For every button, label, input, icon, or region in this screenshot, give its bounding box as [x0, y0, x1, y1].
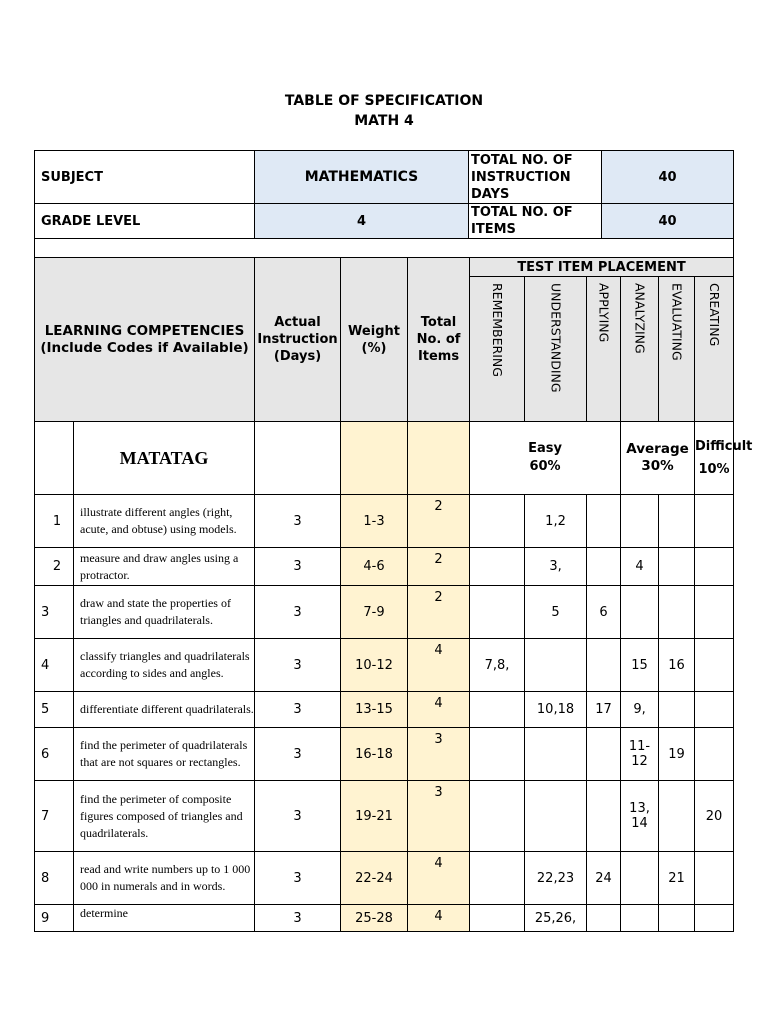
- row-analyzing: [621, 495, 659, 548]
- spacer-row: [35, 239, 734, 258]
- row-evaluating: [659, 495, 695, 548]
- competency-text: find the perimeter of quadrilaterals that are not squares or rectangles.: [74, 728, 255, 781]
- row-understanding: 5: [525, 586, 587, 639]
- row-analyzing: 13, 14: [621, 781, 659, 852]
- row-analyzing: [621, 586, 659, 639]
- row-number: 1: [35, 495, 74, 548]
- row-creating: [695, 548, 734, 586]
- row-applying: 17: [587, 692, 621, 728]
- competency-text: differentiate different quadrilaterals.: [74, 692, 255, 728]
- row-items: 4: [408, 692, 470, 728]
- row-days: 3: [255, 586, 341, 639]
- row-days: 3: [255, 905, 341, 932]
- row-weight: 16-18: [341, 728, 408, 781]
- row-analyzing: 11-12: [621, 728, 659, 781]
- row-days: 3: [255, 548, 341, 586]
- row-remembering: [470, 728, 525, 781]
- matatag-items-cell: [408, 422, 470, 495]
- difficult-group: [695, 422, 753, 495]
- row-weight: 22-24: [341, 852, 408, 905]
- row-applying: [587, 905, 621, 932]
- row-items: 4: [408, 852, 470, 905]
- matatag-label: MATATAG: [74, 422, 255, 495]
- easy-percent: 60%: [529, 459, 561, 474]
- row-items: 2: [408, 548, 470, 586]
- row-applying: [587, 548, 621, 586]
- row-remembering: [470, 905, 525, 932]
- table-row: [35, 639, 734, 692]
- row-remembering: [470, 852, 525, 905]
- row-applying: [587, 781, 621, 852]
- row-number: 8: [35, 852, 74, 905]
- competency-text: illustrate different angles (right, acute, and obtuse) using models.: [74, 495, 255, 548]
- row-weight: 13-15: [341, 692, 408, 728]
- row-weight: 7-9: [341, 586, 408, 639]
- row-evaluating: 16: [659, 639, 695, 692]
- row-remembering: [470, 495, 525, 548]
- row-days: 3: [255, 639, 341, 692]
- level-analyzing: ANALYZING: [621, 277, 659, 422]
- competency-text: draw and state the properties of triangles and quadrilaterals.: [74, 586, 255, 639]
- row-analyzing: [621, 852, 659, 905]
- table-row: [35, 586, 734, 639]
- row-number: 4: [35, 639, 74, 692]
- grade-level-label: GRADE LEVEL: [35, 204, 255, 239]
- row-days: 3: [255, 852, 341, 905]
- row-items: 4: [408, 905, 470, 932]
- row-evaluating: [659, 692, 695, 728]
- row-items: 2: [408, 586, 470, 639]
- average-group: [621, 422, 695, 495]
- row-analyzing: 15: [621, 639, 659, 692]
- row-understanding: 25,26,: [525, 905, 587, 932]
- table-row: [35, 781, 734, 852]
- row-remembering: [470, 586, 525, 639]
- row-creating: 20: [695, 781, 734, 852]
- row-number: 3: [35, 586, 74, 639]
- level-applying: APPLYING: [587, 277, 621, 422]
- row-creating: [695, 586, 734, 639]
- competency-rows: [35, 495, 734, 932]
- row-weight: 1-3: [341, 495, 408, 548]
- average-percent: 30%: [641, 458, 674, 474]
- row-weight: 25-28: [341, 905, 408, 932]
- row-remembering: [470, 781, 525, 852]
- row-applying: 6: [587, 586, 621, 639]
- row-creating: [695, 692, 734, 728]
- row-creating: [695, 639, 734, 692]
- row-evaluating: [659, 548, 695, 586]
- row-days: 3: [255, 495, 341, 548]
- total-items-value: 40: [602, 204, 734, 239]
- difficult-label: Difficult: [695, 439, 753, 454]
- row-analyzing: 4: [621, 548, 659, 586]
- competency-text: measure and draw angles using a protractor.: [74, 548, 255, 586]
- table-row: [35, 728, 734, 781]
- weight-header: Weight (%): [341, 258, 408, 422]
- document-subtitle: MATH 4: [354, 113, 414, 129]
- row-days: 3: [255, 781, 341, 852]
- test-item-placement-header: TEST ITEM PLACEMENT: [470, 258, 734, 277]
- matatag-weight-cell: [341, 422, 408, 495]
- row-number: 9: [35, 905, 74, 932]
- matatag-days-cell: [255, 422, 341, 495]
- row-evaluating: 21: [659, 852, 695, 905]
- row-evaluating: [659, 781, 695, 852]
- instruction-days-label: TOTAL NO. OF INSTRUCTION DAYS: [469, 151, 602, 204]
- row-analyzing: 9,: [621, 692, 659, 728]
- matatag-no-cell: [35, 422, 74, 495]
- info-table: [34, 150, 734, 258]
- difficult-percent: 10%: [698, 462, 730, 477]
- specification-table: [34, 257, 753, 932]
- row-days: 3: [255, 692, 341, 728]
- competency-text: classify triangles and quadrilaterals according to sides and angles.: [74, 639, 255, 692]
- row-evaluating: [659, 905, 695, 932]
- row-creating: [695, 905, 734, 932]
- row-days: 3: [255, 728, 341, 781]
- level-understanding: UNDERSTANDING: [525, 277, 587, 422]
- row-understanding: 3,: [525, 548, 587, 586]
- average-label: Average: [626, 441, 689, 457]
- row-creating: [695, 728, 734, 781]
- row-weight: 10-12: [341, 639, 408, 692]
- row-applying: 24: [587, 852, 621, 905]
- document-title: TABLE OF SPECIFICATION: [284, 93, 484, 109]
- row-understanding: [525, 728, 587, 781]
- row-remembering: 7,8,: [470, 639, 525, 692]
- row-applying: [587, 639, 621, 692]
- row-understanding: [525, 639, 587, 692]
- easy-label: Easy: [528, 441, 562, 456]
- level-evaluating: EVALUATING: [659, 277, 695, 422]
- table-row: [35, 905, 734, 932]
- row-number: 5: [35, 692, 74, 728]
- row-items: 3: [408, 728, 470, 781]
- grade-level-value: 4: [255, 204, 469, 239]
- table-row: [35, 548, 734, 586]
- easy-group: [470, 422, 621, 495]
- level-remembering: REMEMBERING: [470, 277, 525, 422]
- row-weight: 4-6: [341, 548, 408, 586]
- row-evaluating: [659, 586, 695, 639]
- row-remembering: [470, 692, 525, 728]
- row-understanding: 1,2: [525, 495, 587, 548]
- table-row: [35, 852, 734, 905]
- row-applying: [587, 495, 621, 548]
- table-row: [35, 495, 734, 548]
- row-items: 4: [408, 639, 470, 692]
- competency-text: determine: [74, 905, 255, 932]
- table-row: [35, 692, 734, 728]
- total-items-label: TOTAL NO. OF ITEMS: [469, 204, 602, 239]
- row-evaluating: 19: [659, 728, 695, 781]
- row-remembering: [470, 548, 525, 586]
- row-items: 2: [408, 495, 470, 548]
- row-creating: [695, 495, 734, 548]
- total-items-header: Total No. of Items: [408, 258, 470, 422]
- row-items: 3: [408, 781, 470, 852]
- row-number: 6: [35, 728, 74, 781]
- row-analyzing: [621, 905, 659, 932]
- row-creating: [695, 852, 734, 905]
- competencies-header: LEARNING COMPETENCIES (Include Codes if Available): [35, 258, 255, 422]
- row-understanding: 10,18: [525, 692, 587, 728]
- level-creating: CREATING: [695, 277, 734, 422]
- row-number: 7: [35, 781, 74, 852]
- row-weight: 19-21: [341, 781, 408, 852]
- instruction-days-value: 40: [602, 151, 734, 204]
- row-understanding: 22,23: [525, 852, 587, 905]
- row-applying: [587, 728, 621, 781]
- days-header: Actual Instruction (Days): [255, 258, 341, 422]
- subject-value: MATHEMATICS: [255, 151, 469, 204]
- competency-text: read and write numbers up to 1 000 000 in numerals and in words.: [74, 852, 255, 905]
- subject-label: SUBJECT: [35, 151, 255, 204]
- competency-text: find the perimeter of composite figures composed of triangles and quadrilaterals.: [74, 781, 255, 852]
- row-understanding: [525, 781, 587, 852]
- row-number: 2: [35, 548, 74, 586]
